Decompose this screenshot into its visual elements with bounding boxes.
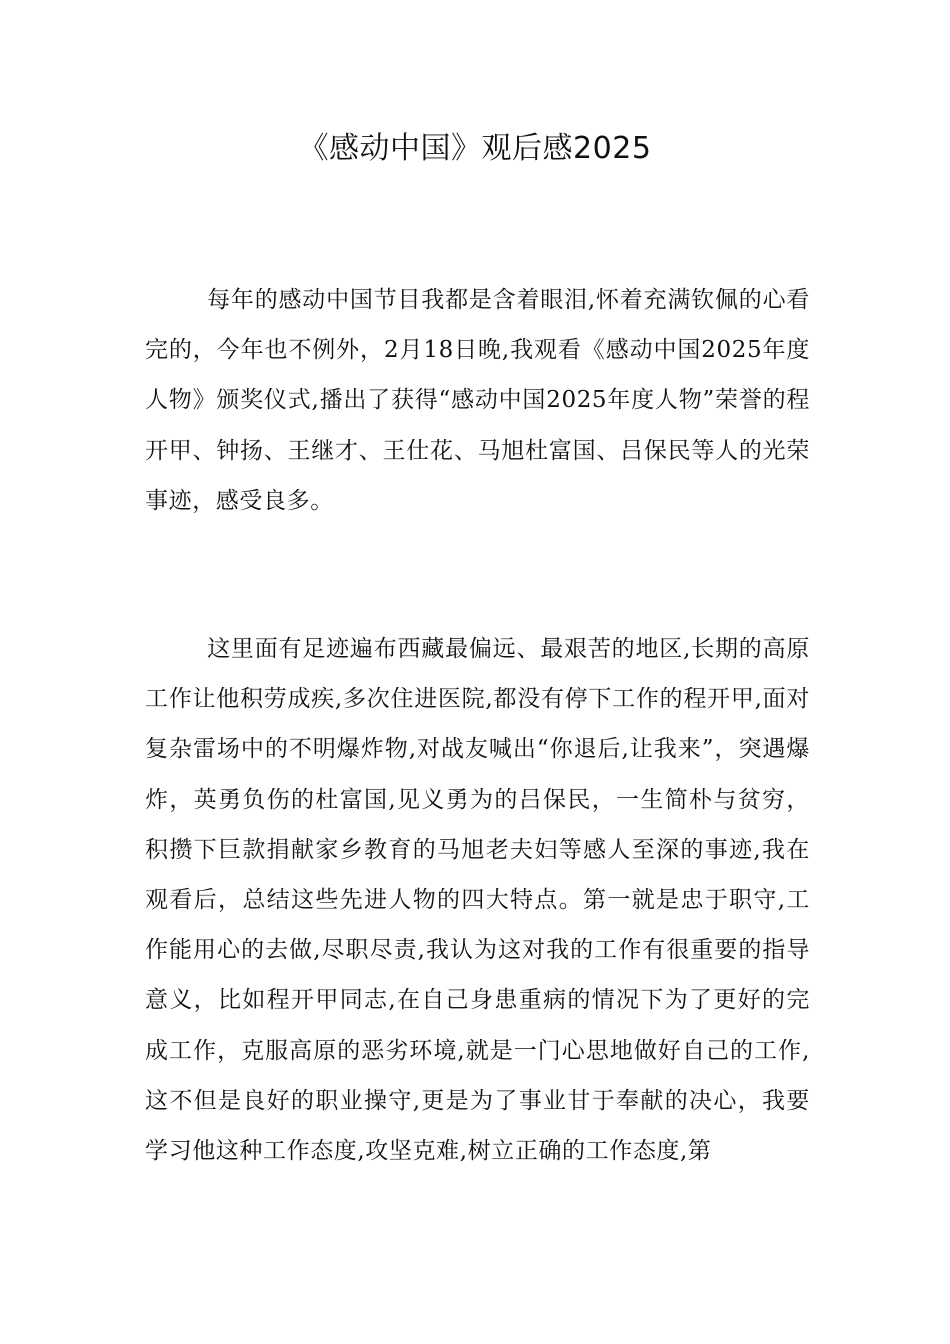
body-paragraph-2: 这里面有足迹遍布西藏最偏远、最艰苦的地区,长期的高原工作让他积劳成疾,多次住进医院,都没有停下工作的程开甲,面对复杂雷场中的不明爆炸物,对战友喊出“你退后,让我来”，突遇爆炸，英勇负伤的杜富国,见义勇为的吕保民，一生简朴与贫穷，积攒下巨款捐献家乡教育的马旭老夫妇等感人至深的事迹,我在观看后，总结这些先进人物的四大特点。第一就是忠于职守,工作能用心的去做,尽职尽责,我认为这对我的工作有很重要的指导意义，比如程开甲同志,在自己身患重病的情况下为了更好的完成工作，克服高原的恶劣环境,就是一门心思地做好自己的工作,这不但是良好的职业操守,更是为了事业甘于奉献的决心，我要学习他这种工作态度,攻坚克难,树立正确的工作态度,第 [145,636,810,1165]
document-title: 《感动中国》观后感2025 [298,131,652,166]
body-paragraph-1: 每年的感动中国节目我都是含着眼泪,怀着充满钦佩的心看完的，今年也不例外，2月18日晚,我观看《感动中国2025年度人物》颁奖仪式,播出了获得“感动中国2025年度人物”荣誉的程开甲、钟扬、王继才、王仕花、马旭杜富国、吕保民等人的光荣事迹，感受良多。 [145,287,810,514]
